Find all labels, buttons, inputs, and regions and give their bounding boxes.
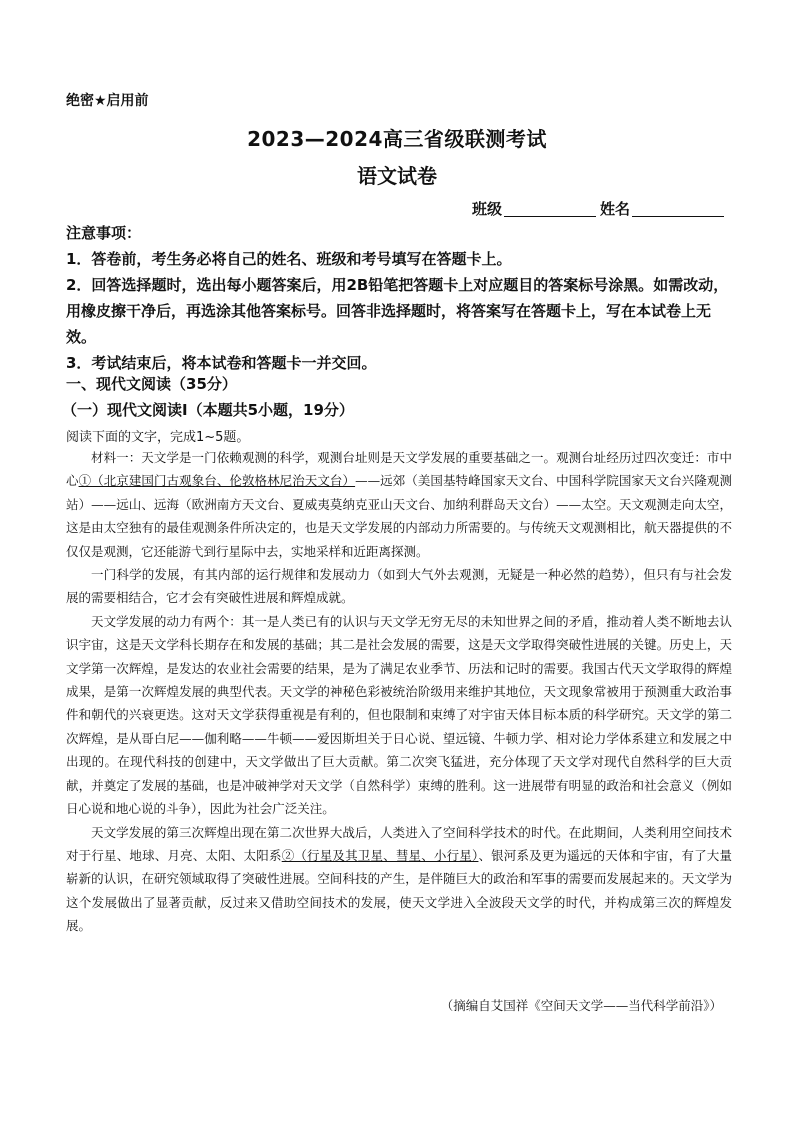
- passage-paragraph-1: [66, 446, 732, 563]
- class-name-line: [472, 198, 728, 219]
- notice-item-2: 2．回答选择题时，选出每小题答案后，用2B铅笔把答题卡上对应题目的答案标号涂黑。如需改动，用橡皮擦干净后，再选涂其他答案标号。回答非选择题时，将答案写在答题卡上，写在本试卷上无效。: [66, 276, 729, 346]
- p4-underlined-2: ②（行星及其卫星、彗星、小行星）: [281, 847, 479, 863]
- notice-heading: 注意事项：: [66, 224, 142, 242]
- section-heading: 一、现代文阅读（35分）: [66, 375, 237, 393]
- notice-item-1: 1．答卷前，考生务必将自己的姓名、班级和考号填写在答题卡上。: [66, 250, 512, 268]
- subsection-heading: （一）现代文阅读Ⅰ（本题共5小题，19分）: [62, 401, 354, 419]
- passage-paragraph-2: 一门科学的发展，有其内部的运行规律和发展动力（如到大气外去观测，无疑是一种必然的趋势），但只有与社会发展的需要相结合，它才会有突破性进展和辉煌成就。: [66, 567, 732, 606]
- p1-underlined-1: ①（北京建国门古观象台、伦敦格林尼治天文台）: [78, 473, 356, 489]
- passage-source: （摘编自艾国祥《空间天文学——当代科学前沿》）: [440, 998, 722, 1013]
- paper-title: 语文试卷: [357, 164, 437, 188]
- reading-passage: [66, 446, 732, 938]
- name-blank: [632, 202, 724, 217]
- class-label: 班级: [471, 200, 502, 218]
- p4-text-a: 天文学发展的第三次辉煌出现在第二次世界大战后，人类进入了空间科学技术的时代。在此期间，人类利用空间技术对于行星、地球、月亮、太阳、太阳系: [66, 824, 732, 863]
- exam-title: 2023—2024高三省级联测考试: [247, 127, 547, 151]
- notice-block: [66, 220, 732, 376]
- confidential-label: 绝密★启用前: [66, 93, 149, 109]
- p4-text-b: 、银河系及更为遥远的天体和宇宙，有了大量崭新的认识，在研究领域取得了突破性进展。空间科技的产生，是伴随巨大的政治和军事的需要而发展起来的。天文学为这个发展做出了显著贡献，反过来又借助空间技术的发展，使天文学进入全波段天文学的时代，并构成第三次的辉煌发展。: [66, 847, 732, 934]
- class-blank: [504, 202, 596, 217]
- p1-text-b: ——远郊（美国基特峰国家天文台、中国科学院国家天文台兴隆观测站）——远山、远海（欧洲南方天文台、夏威夷莫纳克亚山天文台、加纳利群岛天文台）——太空。天文观测走向太空，这是由太空独有的最佳观测条件所决定的，也是天文学发展的内部动力所需要的。与传统天文观测相比，航天器提供的不仅仅是观测，它还能游弋到行星际中去，实地采样和近距离探测。: [66, 473, 732, 559]
- p1-text-a: 材料一：天文学是一门依赖观测的科学，观测台址则是天文学发展的重要基础之一。观测台址经历过四次变迁：市中心: [66, 450, 732, 489]
- passage-paragraph-4: [66, 821, 732, 938]
- passage-paragraph-3: 天文学发展的动力有两个：其一是人类已有的认识与天文学无穷无尽的未知世界之间的矛盾，推动着人类不断地去认识宇宙，这是天文学科长期存在和发展的基础；其二是社会发展的需要，这是天文学取得突破性进展的关键。历史上，天文学第一次辉煌，是发达的农业社会需要的结果，是为了满足农业季节、历法和记时的需要。我国古代天文学取得的辉煌成果，是第一次辉煌发展的典型代表。天文学的神秘色彩被统治阶级用来维护其地位，天文现象常被用于预测重大政治事件和朝代的兴衰更迭。这对天文学获得重视是有利的，但也限制和束缚了对宇宙天体目标本质的科学研究。天文学的第二次辉煌，是从哥白尼——伽利略——牛顿——爱因斯坦关于日心说、望远镜、牛顿力学、相对论力学体系建立和发展之中出现的。在现代科技的创建中，天文学做出了巨大贡献。第二次突飞猛进，充分体现了天文学对现代自然科学的巨大贡献，并奠定了发展的基础，也是冲破神学对天文学（自然科学）束缚的胜利。这一进展带有明显的政治和社会意义（例如日心说和地心说的斗争），因此为社会广泛关注。: [66, 613, 732, 817]
- notice-item-3: 3．考试结束后，将本试卷和答题卡一并交回。: [66, 354, 377, 372]
- name-label: 姓名: [599, 200, 630, 218]
- reading-instruction: 阅读下面的文字，完成1~5题。: [66, 430, 250, 445]
